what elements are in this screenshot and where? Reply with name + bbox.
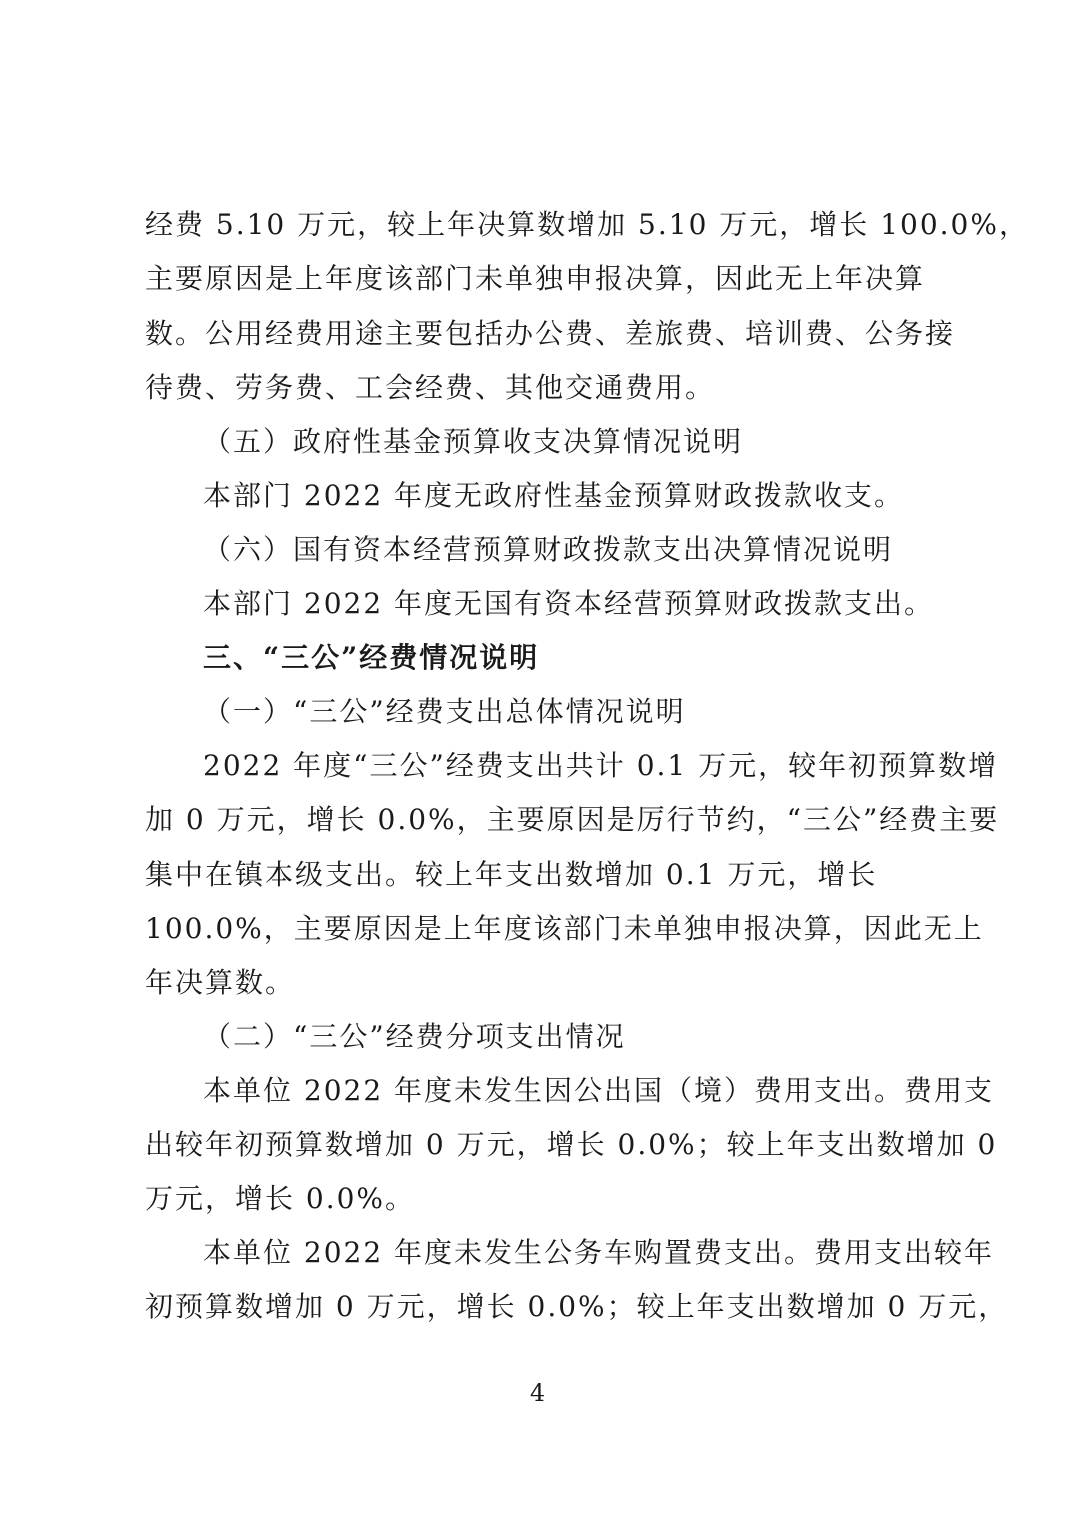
body-text-line: 初预算数增加 0 万元，增长 0.0%；较上年支出数增加 0 万元，: [145, 1290, 1009, 1323]
chapter-heading: 三、“三公”经费情况说明: [203, 641, 540, 674]
body-text-line: 本单位 2022 年度未发生因公出国（境）费用支出。费用支: [203, 1074, 995, 1107]
body-text-line: 集中在镇本级支出。较上年支出数增加 0.1 万元，增长: [145, 858, 878, 891]
body-text-line: 本部门 2022 年度无国有资本经营预算财政拨款支出。: [203, 587, 935, 620]
body-text-line: 万元，增长 0.0%。: [145, 1182, 416, 1215]
body-text-line: 本部门 2022 年度无政府性基金预算财政拨款收支。: [203, 479, 905, 512]
body-text-line: 经费 5.10 万元，较上年决算数增加 5.10 万元，增长 100.0%，: [145, 208, 1029, 241]
page-number: 4: [529, 1379, 546, 1407]
section-heading: （六）国有资本经营预算财政拨款支出决算情况说明: [203, 533, 894, 566]
body-text-line: 数。公用经费用途主要包括办公费、差旅费、培训费、公务接: [145, 317, 956, 350]
section-heading: （一）“三公”经费支出总体情况说明: [203, 695, 686, 728]
body-text-line: 本单位 2022 年度未发生公务车购置费支出。费用支出较年: [203, 1236, 995, 1269]
body-text-line: 主要原因是上年度该部门未单独申报决算，因此无上年决算: [145, 262, 926, 295]
section-heading: （五）政府性基金预算收支决算情况说明: [203, 425, 744, 458]
section-heading: （二）“三公”经费分项支出情况: [203, 1020, 626, 1053]
body-text-line: 2022 年度“三公”经费支出共计 0.1 万元，较年初预算数增: [203, 749, 999, 782]
body-text-line: 出较年初预算数增加 0 万元，增长 0.0%；较上年支出数增加 0: [145, 1128, 998, 1161]
body-text-line: 100.0%，主要原因是上年度该部门未单独申报决算，因此无上: [145, 912, 984, 945]
body-text-line: 待费、劳务费、工会经费、其他交通费用。: [145, 371, 716, 404]
body-text-line: 年决算数。: [145, 966, 296, 999]
body-text-line: 加 0 万元，增长 0.0%，主要原因是厉行节约，“三公”经费主要: [145, 803, 1000, 836]
